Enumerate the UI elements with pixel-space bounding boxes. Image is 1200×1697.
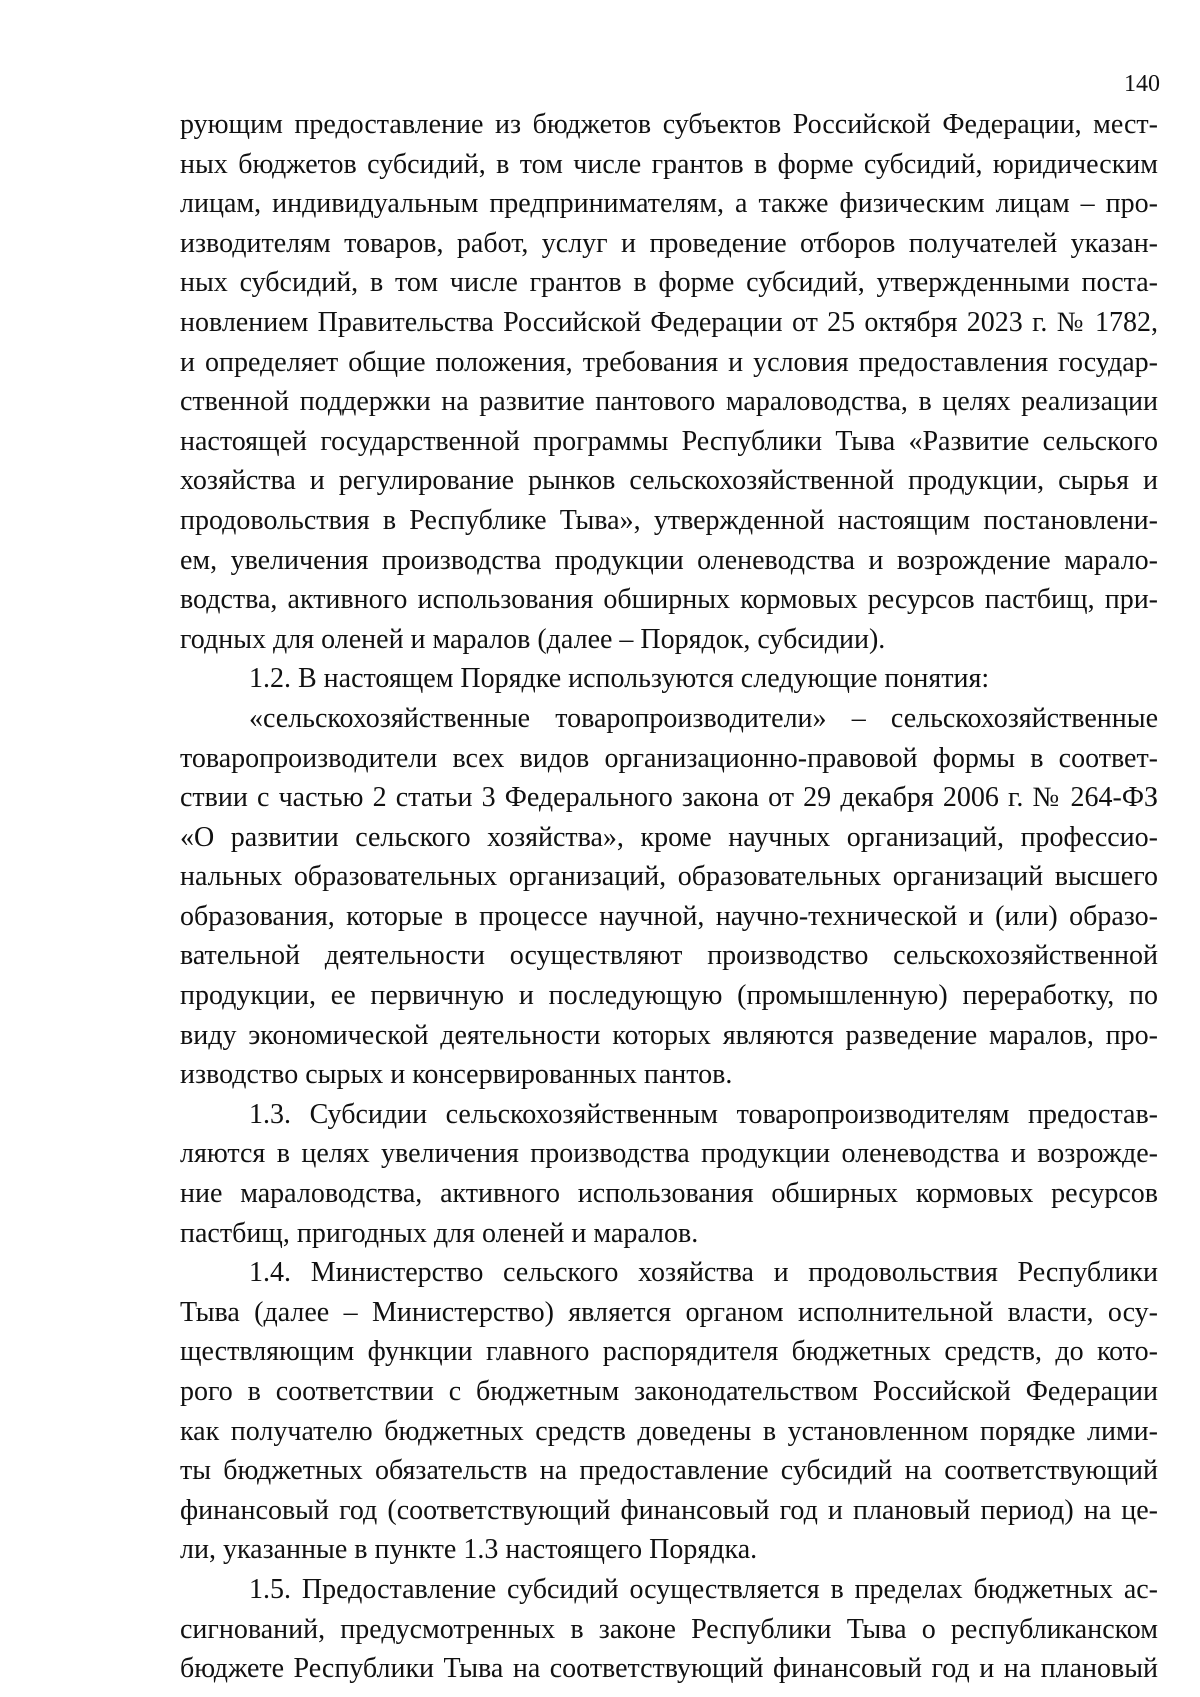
text-line: товаропроизводители всех видов организационно-правовой формы в соответ- — [180, 742, 1158, 774]
text-line: водства, активного использования обширных кормовых ресурсов пастбищ, при- — [180, 584, 1158, 616]
text-line: изводство сырых и консервированных пантов. — [180, 1059, 733, 1091]
text-line: 1.3. Субсидии сельскохозяйственным товаропроизводителям предостав- — [249, 1098, 1158, 1130]
text-line: вательной деятельности осуществляют производство сельскохозяйственной — [180, 940, 1158, 972]
text-line: ты бюджетных обязательств на предоставление субсидий на соответствующий — [180, 1455, 1158, 1487]
text-line: настоящей государственной программы Республики Тыва «Развитие сельского — [180, 425, 1158, 457]
text-line: ние мараловодства, активного использования обширных кормовых ресурсов — [180, 1178, 1158, 1210]
text-line: ществляющим функции главного распорядителя бюджетных средств, до кото- — [180, 1336, 1158, 1368]
text-line: «О развитии сельского хозяйства», кроме научных организаций, профессио- — [180, 821, 1158, 853]
text-line: ствии с частью 2 статьи 3 Федерального закона от 29 декабря 2006 г. № 264-ФЗ — [180, 782, 1158, 814]
text-line: как получателю бюджетных средств доведены в установленном порядке лими- — [180, 1415, 1158, 1447]
text-line: годных для оленей и маралов (далее – Порядок, субсидии). — [180, 623, 886, 655]
text-line: новлением Правительства Российской Федерации от 25 октября 2023 г. № 1782, — [180, 306, 1158, 338]
text-line: Тыва (далее – Министерство) является органом исполнительной власти, осу- — [180, 1296, 1158, 1328]
text-line: ственной поддержки на развитие пантового мараловодства, в целях реализации — [180, 386, 1158, 418]
text-line: 1.4. Министерство сельского хозяйства и продовольствия Республики — [249, 1257, 1158, 1289]
text-line: ных субсидий, в том числе грантов в форме субсидий, утвержденными поста- — [180, 267, 1158, 299]
text-line: продукции, ее первичную и последующую (промышленную) переработку, по — [180, 980, 1158, 1012]
text-line: продовольствия в Республике Тыва», утвержденной настоящим постановлени- — [180, 504, 1158, 536]
text-line: 1.5. Предоставление субсидий осуществляется в пределах бюджетных ас- — [249, 1573, 1158, 1605]
text-line: бюджете Республики Тыва на соответствующий финансовый год и на плановый — [180, 1653, 1158, 1685]
text-line: лицам, индивидуальным предпринимателям, а также физическим лицам – про- — [180, 188, 1158, 220]
text-line: сигнований, предусмотренных в законе Республики Тыва о республиканском — [180, 1613, 1158, 1645]
text-line: и определяет общие положения, требования и условия предоставления государ- — [180, 346, 1158, 378]
text-line: пастбищ, пригодных для оленей и маралов. — [180, 1217, 699, 1249]
text-line: ли, указанные в пункте 1.3 настоящего Порядка. — [180, 1534, 758, 1566]
text-line: ных бюджетов субсидий, в том числе грантов в форме субсидий, юридическим — [180, 148, 1158, 180]
text-line: изводителям товаров, работ, услуг и проведение отборов получателей указан- — [180, 227, 1158, 259]
text-line: нальных образовательных организаций, образовательных организаций высшего — [180, 861, 1158, 893]
text-line: рого в соответствии с бюджетным законодательством Российской Федерации — [180, 1376, 1158, 1407]
text-line: виду экономической деятельности которых являются разведение маралов, про- — [180, 1019, 1158, 1051]
text-line: образования, которые в процессе научной, научно-технической и (или) образо- — [180, 900, 1158, 932]
page-number: 140 — [1124, 71, 1160, 97]
text-line: финансовый год (соответствующий финансовый год и плановый период) на це- — [180, 1494, 1158, 1526]
text-line: ем, увеличения производства продукции оленеводства и возрождение марало- — [180, 544, 1158, 576]
text-line: хозяйства и регулирование рынков сельскохозяйственной продукции, сырья и — [180, 465, 1158, 497]
document-body — [180, 105, 1158, 1689]
text-line: рующим предоставление из бюджетов субъектов Российской Федерации, мест- — [180, 109, 1158, 140]
text-line: 1.2. В настоящем Порядке используются следующие понятия: — [249, 663, 990, 695]
text-line: «сельскохозяйственные товаропроизводители» – сельскохозяйственные — [249, 702, 1158, 734]
text-line: ляются в целях увеличения производства продукции оленеводства и возрожде- — [180, 1138, 1158, 1170]
